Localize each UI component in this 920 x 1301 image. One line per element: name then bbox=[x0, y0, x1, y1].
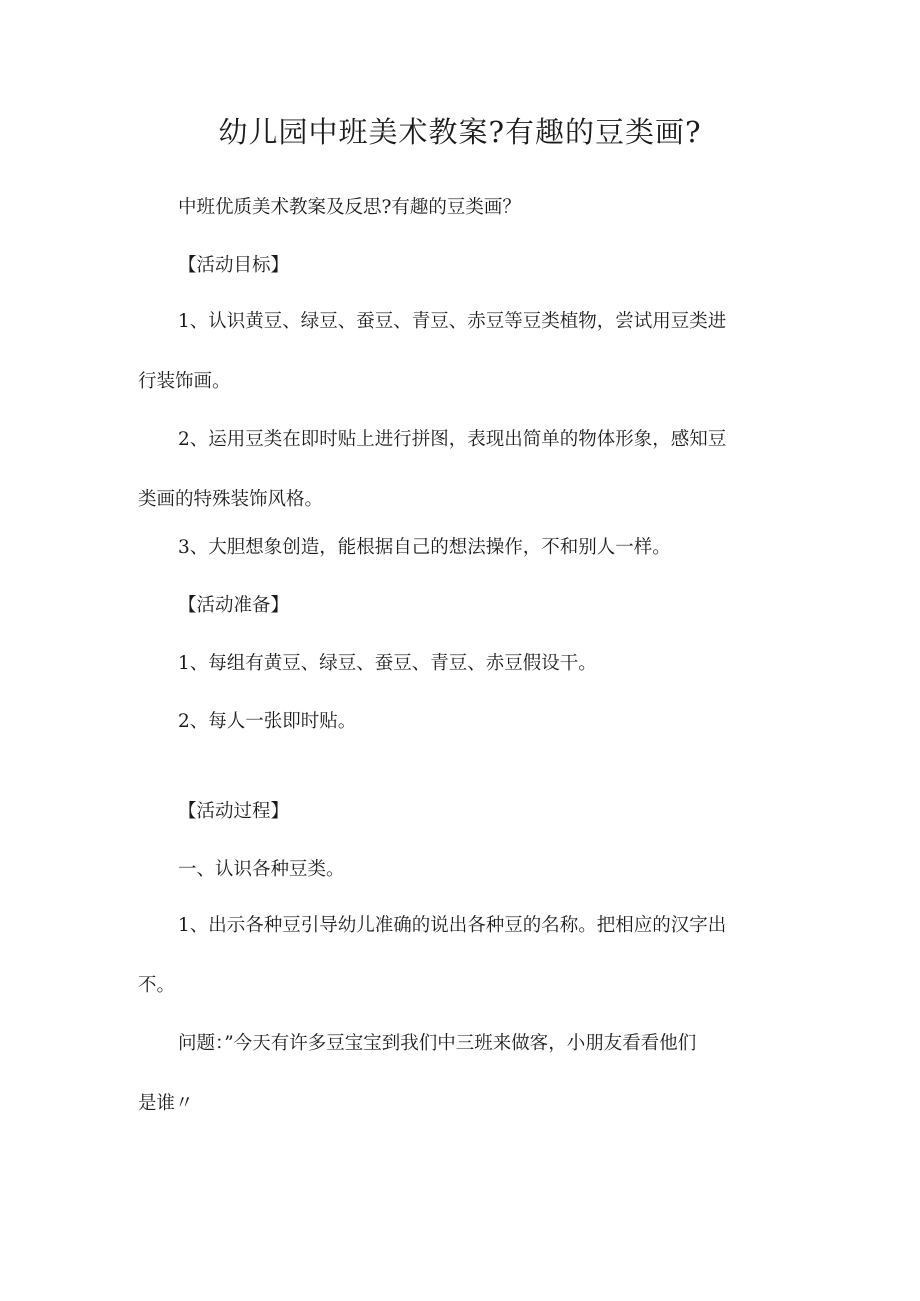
process-item-1-line-2: 不。 bbox=[138, 975, 176, 996]
goal-item-2-line-1: 2、运用豆类在即时贴上进行拼图，表现出简单的物体形象，感知豆 bbox=[178, 429, 727, 450]
process-heading-1: 一、认识各种豆类。 bbox=[178, 859, 345, 880]
prep-item-2: 2、每人一张即时贴。 bbox=[178, 711, 357, 732]
question-line-1: 问题：”今天有许多豆宝宝到我们中三班来做客，小朋友看看他们 bbox=[178, 1033, 697, 1054]
question-paragraph bbox=[138, 1014, 788, 1134]
goal-item-1-line-1: 1、认识黄豆、绿豆、蚕豆、青豆、赤豆等豆类植物，尝试用豆类进 bbox=[178, 311, 727, 332]
goal-item-1 bbox=[138, 292, 788, 412]
process-item-1 bbox=[138, 896, 788, 1016]
goal-item-2-line-2: 类画的特殊装饰风格。 bbox=[138, 489, 324, 510]
prep-item-1: 1、每组有黄豆、绿豆、蚕豆、青豆、赤豆假设干。 bbox=[178, 653, 597, 674]
section-heading-goals: 【活动目标】 bbox=[178, 255, 290, 276]
goal-item-2 bbox=[138, 410, 788, 530]
document-subtitle: 中班优质美术教案及反思?有趣的豆类画？ bbox=[178, 197, 521, 218]
document-title: 幼儿园中班美术教案?有趣的豆类画? bbox=[218, 115, 702, 149]
section-heading-preparation: 【活动准备】 bbox=[178, 595, 290, 616]
question-line-2: 是谁〃 bbox=[138, 1093, 194, 1114]
section-heading-process: 【活动过程】 bbox=[178, 801, 290, 822]
goal-item-1-line-2: 行装饰画。 bbox=[138, 371, 231, 392]
goal-item-3: 3、大胆想象创造，能根据自己的想法操作，不和别人一样。 bbox=[178, 537, 671, 558]
process-item-1-line-1: 1、出示各种豆引导幼儿准确的说出各种豆的名称。把相应的汉字出 bbox=[178, 915, 727, 936]
